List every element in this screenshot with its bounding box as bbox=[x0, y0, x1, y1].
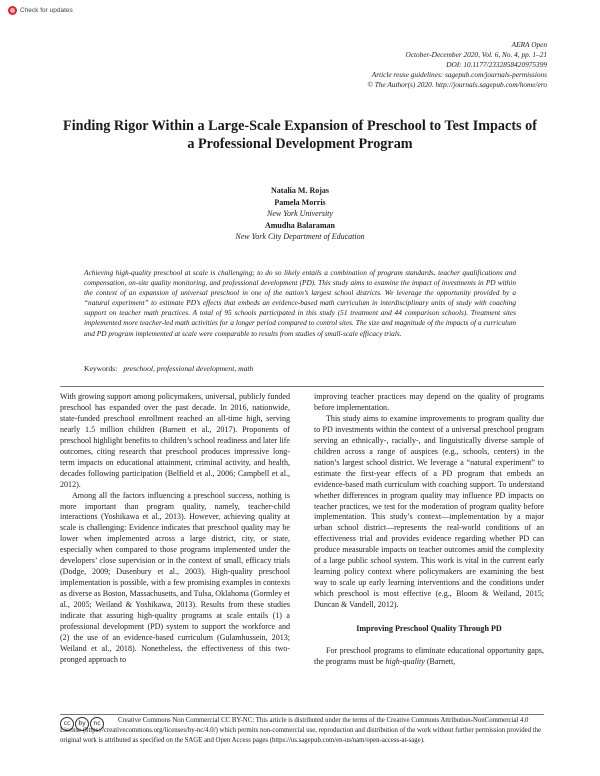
journal-reuse: Article reuse guidelines: sagepub.com/journals-permissions bbox=[371, 69, 547, 79]
paragraph-text: For preschool programs to eliminate educational opportunity gaps, the programs must be bbox=[314, 646, 544, 666]
body-column-left bbox=[60, 392, 290, 666]
divider bbox=[60, 386, 544, 387]
article-title: Finding Rigor Within a Large-Scale Expansion of Preschool to Test Impacts of a Professional Development Program bbox=[63, 118, 537, 152]
nc-icon: nc bbox=[90, 717, 104, 731]
badge-label: Check for updates bbox=[20, 7, 73, 14]
journal-copyright: © The Author(s) 2020. http://journals.sagepub.com/home/ero bbox=[367, 79, 547, 89]
by-icon: by bbox=[75, 717, 89, 731]
author-name: Natalia M. Rojas bbox=[271, 186, 329, 195]
keywords bbox=[84, 364, 253, 373]
journal-name: AERA Open bbox=[511, 40, 547, 49]
body-paragraph: improving teacher practices may depend on the quality of programs before implementation. bbox=[314, 392, 544, 412]
body-paragraph: This study aims to examine improvements to program quality due to PD investments within the context of a universal preschool program serving an ethnically-, racially-, and linguistically diverse sample of children across a range of auspices (e.g., schools, centers) in the nation’s largest school district. We leverage a “natural experiment” to estimate the first-year effects of a PD program that embeds an evidence-based math curriculum with coaching support. To understand whether differences in program quality may influence PD impacts on teacher practices, we test for the moderation of program quality before implementation. This study’s context—implementation by a major urban school district—represents the real-world conditions of an effectiveness trial and provides evidence regarding whether PD can produce measurable impacts on teacher outcomes amid the complexity of a large public school system. This work is vital in the current early learning policy context where policymakers are examining the best way to scale up early learning interventions and the conditions under which preschool is most effective (e.g., Bloom & Weiland, 2015; Duncan & Vandell, 2012). bbox=[314, 413, 544, 610]
paragraph-text: (Barnett, bbox=[424, 656, 456, 666]
body-paragraph bbox=[314, 646, 544, 668]
keywords-value: preschool, professional development, math bbox=[123, 364, 254, 373]
body-paragraph: Among all the factors influencing a preschool success, nothing is more important than program quality, namely, teacher-child interactions (Yoshikawa et al., 2013). However, achieving quality at scale is challenging: Evidence indicates that preschool quality may be lower when implemented across a large district, city, or state, especially when compared to those programs implemented under the developers’ close supervision or in the context of small, efficacy trials (Dodge, 2009; Dusenbury et al., 2003). High-quality preschool implementation is possible, with a few promising examples in contexts as diverse as Boston, Massachusetts, and Tulsa, Oklahoma (Gormley et al., 2005; Weiland & Yoshikawa, 2013). Results from these studies indicate that assuring high-quality programs at scale entails (1) a professional development (PD) system to support the workforce and (2) the use of an evidence-based curriculum (Gulamhussein, 2013; Weiland et al., 2018). Nonetheless, the effectiveness of this two-pronged approach to bbox=[60, 490, 290, 664]
author-block bbox=[0, 185, 600, 243]
author-name: Pamela Morris bbox=[274, 197, 326, 207]
footer-divider bbox=[60, 714, 544, 715]
body-column-right bbox=[314, 392, 544, 668]
check-updates-icon bbox=[8, 6, 17, 15]
emphasis-text: high-quality bbox=[385, 656, 425, 666]
journal-doi: DOI: 10.1177/2332858420975399 bbox=[446, 59, 547, 69]
author-name: Amudha Balaraman bbox=[264, 220, 335, 230]
body-paragraph: With growing support among policymakers, universal, publicly funded preschool has expanded over the past decade. In 2016, nationwide, state-funded preschool enrollment reached an all-time high, serving nearly 1.5 million children (Barnett et al., 2017). Proponents of preschool highlight benefits to children’s school readiness and later life outcomes, citing research that preschool produces impressive long-term impacts on educational attainment, criminal activity, and health, decades following participation (Belfield et al., 2006; Campbell et al., 2012). bbox=[60, 392, 290, 489]
check-for-updates-badge[interactable] bbox=[8, 6, 73, 15]
license-text: Creative Commons Non Commercial CC BY-NC: This article is distributed under the terms of the Creative Commons Attribution-NonCommercial 4.0 License (https://creativecommons.org/licenses/by-nc/4.0/) which permits non-commercial use, reproduction and distribution of the work without further permission provided the original work is attributed as specified on the SAGE and Open Access pages (https://us.sagepub.com/en-us/nam/open-access-at-sage). bbox=[60, 717, 542, 744]
author-affiliation: New York City Department of Education bbox=[235, 232, 365, 242]
abstract: Achieving high-quality preschool at scale is challenging; to do so likely entails a combination of program standards, teacher qualifications and compensation, on-site quality monitoring, and professional development (PD). This study aims to examine the impact of investments in PD within the context of an expansion of universal preschool in one of the nation’s largest school districts. We leverage the opportunity provided by a “natural experiment” to estimate PD’s effects that embeds an evidence-based math curriculum in interdisciplinary units of study with coaching support on teacher math practices. A total of 95 schools participated in this study (51 treatment and 44 comparison schools). Treatment sites implemented more teacher-led math activities for a longer period compared to control sites. The size and magnitude of the impacts of a curriculum and PD program implemented at scale were comparable to results from studies of small-scale efficacy trials. bbox=[84, 268, 516, 338]
section-heading: Improving Preschool Quality Through PD bbox=[356, 624, 502, 634]
journal-header bbox=[367, 40, 547, 90]
author-affiliation: New York University bbox=[267, 209, 333, 219]
journal-issue: October-December 2020, Vol. 6, No. 4, pp. 1–21 bbox=[405, 49, 547, 59]
keywords-label: Keywords: bbox=[84, 364, 118, 373]
cc-icon: cc bbox=[60, 717, 74, 731]
